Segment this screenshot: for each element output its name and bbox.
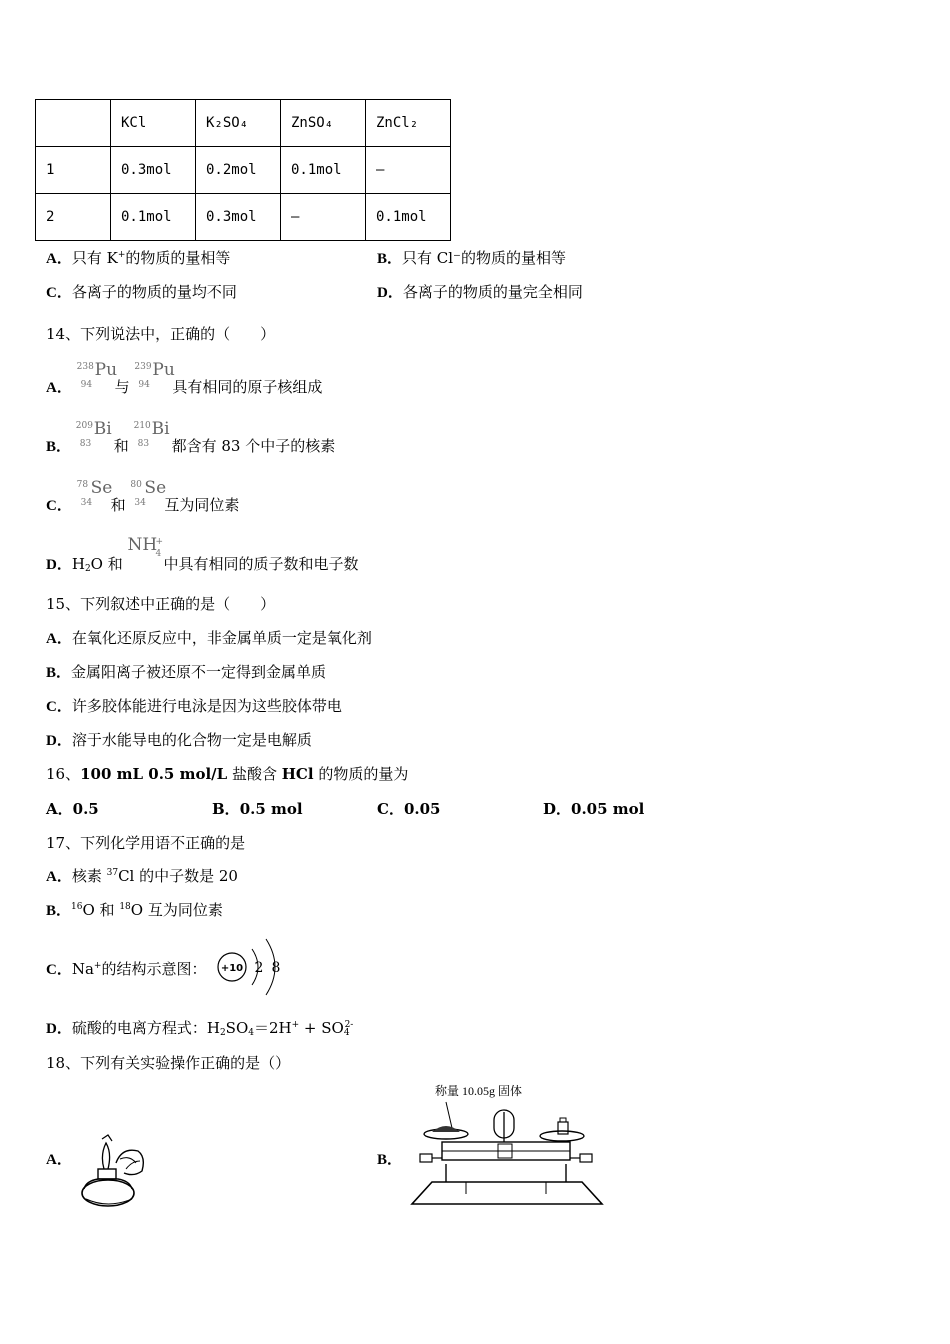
balance-caption: 称量 10.05g 固体 — [435, 1084, 523, 1098]
q17-option-b[interactable]: B．$^{16}$O 和 $^{18}$O 互为同位素 — [46, 901, 223, 919]
q14-option-b[interactable]: B． 209 83 Bi 和 210 83 Bi 都含有 83 个中子的核素 — [46, 419, 336, 455]
nuclide-symbol: 238 94 Pu — [76, 360, 118, 390]
table-cell: 0.2mol — [196, 147, 281, 194]
q13-option-a[interactable]: A．只有 K+的物质的量相等 — [46, 249, 231, 267]
table-cell: 2 — [36, 194, 111, 241]
q14-option-c[interactable]: C． 78 34 Se 和 80 34 Se 互为同位素 — [46, 478, 240, 514]
table-cell: K₂SO₄ — [196, 100, 281, 147]
q17-option-a[interactable]: A．核素 $^{37}$Cl 的中子数是 20 — [46, 867, 238, 885]
table-cell: 0.3mol — [196, 194, 281, 241]
table-cell — [36, 100, 111, 147]
table-cell: ZnSO₄ — [281, 100, 366, 147]
q16-stem: 16、100 mL 0.5 mol/L 盐酸含 HCl 的物质的量为 — [46, 765, 409, 783]
q15-option-d[interactable]: D．溶于水能导电的化合物一定是电解质 — [46, 731, 312, 749]
table-cell: 0.1mol — [281, 147, 366, 194]
q16-option-b[interactable]: B．0.5 mol — [212, 800, 303, 818]
q16-option-a[interactable]: A．0.5 — [46, 800, 99, 818]
q13-option-d[interactable]: D．各离子的物质的量完全相同 — [377, 283, 583, 301]
table-cell: 0.1mol — [111, 194, 196, 241]
q13-option-b[interactable]: B．只有 Cl⁻的物质的量相等 — [377, 249, 566, 267]
q18-option-b[interactable]: B． — [377, 1152, 403, 1168]
q16-option-c[interactable]: C．0.05 — [377, 800, 441, 818]
q17-option-d[interactable]: D．硫酸的电离方程式：$H_2SO_4=2H^+ + SO_4^{2-}$ — [46, 1019, 354, 1038]
q13-option-c[interactable]: C．各离子的物质的量均不同 — [46, 283, 237, 301]
q15-option-a[interactable]: A．在氧化还原反应中，非金属单质一定是氧化剂 — [46, 629, 372, 647]
nuclide-symbol: 239 94 Pu — [134, 360, 175, 390]
data-table — [35, 99, 451, 241]
balance-scale-illustration — [406, 1098, 608, 1212]
table-cell: 1 — [36, 147, 111, 194]
q18-stem: 18、下列有关实验操作正确的是（） — [46, 1054, 291, 1072]
q14-stem: 14、下列说法中，正确的（ ） — [46, 325, 276, 343]
shell-2-electrons: 8 — [271, 960, 281, 976]
table-cell: — — [366, 147, 451, 194]
alcohol-lamp-illustration — [72, 1133, 154, 1213]
nuclide-symbol: 78 34 Se — [76, 478, 113, 508]
q18-option-a[interactable]: A． — [46, 1152, 72, 1168]
table-cell: ZnCl₂ — [366, 100, 451, 147]
table-header-row — [36, 100, 451, 147]
sodium-ion-structure-diagram — [212, 935, 292, 999]
nuclide-symbol: 80 34 Se — [130, 478, 167, 508]
q15-stem: 15、下列叙述中正确的是（ ） — [46, 595, 276, 613]
q17-option-c[interactable]: C．Na+的结构示意图： — [46, 960, 207, 978]
nuclide-symbol: 209 83 Bi — [75, 419, 112, 449]
ammonium-ion: NH + 4 — [127, 535, 164, 559]
q15-option-b[interactable]: B．金属阳离子被还原不一定得到金属单质 — [46, 663, 327, 681]
table-row — [36, 194, 451, 241]
q16-option-d[interactable]: D．0.05 mol — [543, 800, 645, 818]
table-cell: — — [281, 194, 366, 241]
q14-option-d[interactable]: D．$H_2O$ 和 NH + 4 中具有相同的质子数和电子数 — [46, 535, 359, 574]
table-row — [36, 147, 451, 194]
q14-option-a[interactable]: A． 238 94 Pu 与 239 94 Pu 具有相同的原子核组成 — [46, 360, 323, 396]
table-cell: KCl — [111, 100, 196, 147]
shell-1-electrons: 2 — [254, 960, 264, 976]
nucleus-charge: +10 — [220, 963, 244, 974]
table-cell: 0.1mol — [366, 194, 451, 241]
table-cell: 0.3mol — [111, 147, 196, 194]
nuclide-symbol: 210 83 Bi — [133, 419, 170, 449]
q15-option-c[interactable]: C．许多胶体能进行电泳是因为这些胶体带电 — [46, 697, 342, 715]
q17-stem: 17、下列化学用语不正确的是 — [46, 834, 246, 852]
